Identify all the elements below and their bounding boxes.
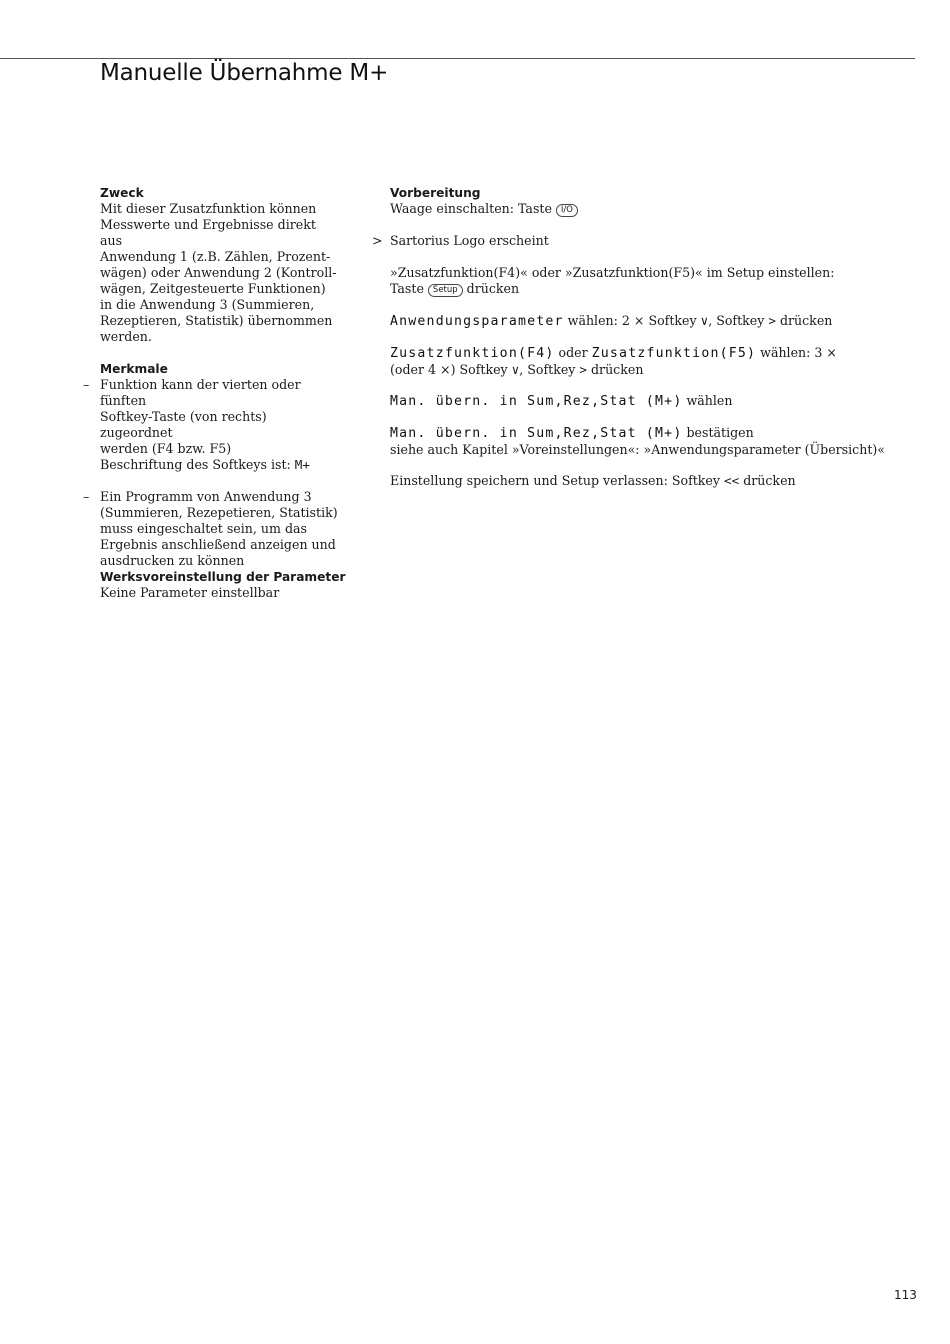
merkmale-line: werden (F4 bzw. F5) [100, 441, 232, 456]
merkmale-line: muss eingeschaltet sein, um das [100, 521, 307, 536]
step-switch-on [390, 185, 910, 217]
merkmale-heading: Merkmale [100, 362, 168, 376]
step-text: Waage einschalten: Taste [390, 201, 556, 216]
step-text: oder [554, 345, 592, 360]
display-code: Zusatzfunktion(F5) [591, 346, 757, 361]
step-save-exit [390, 473, 910, 489]
merkmale-line: Softkey-Taste (von rechts) zugeordnet [100, 409, 267, 440]
setup-key-icon: Setup [428, 284, 463, 297]
step-text: drücken [775, 313, 833, 328]
softkey-right-icon: > [768, 313, 776, 328]
step-text: drücken [586, 362, 644, 377]
werks-heading: Werksvoreinstellung der Parameter [100, 570, 346, 584]
zweck-line: wägen) oder Anwendung 2 (Kontroll- [100, 265, 337, 280]
zweck-line: Rezeptieren, Statistik) übernommen [100, 313, 333, 328]
step-text: , Softkey [708, 313, 769, 328]
merkmale-item-2 [83, 489, 340, 569]
page-title: Manuelle Übernahme M+ [100, 60, 389, 86]
merkmale-line: (Summieren, Rezepetieren, Statistik) [100, 505, 338, 520]
step-text: Einstellung speichern und Setup verlassen: Softkey [390, 473, 725, 488]
page-number: 113 [894, 1288, 917, 1302]
softkey-down-icon: ∨ [511, 362, 520, 377]
dash-marker: – [83, 489, 90, 504]
merkmale-line: Ein Programm von Anwendung 3 [100, 489, 312, 504]
zweck-line: Mit dieser Zusatzfunktion können [100, 201, 317, 216]
step-select-man-uebern [390, 393, 910, 410]
softkey-right-icon: > [579, 362, 587, 377]
zweck-line: in die Anwendung 3 (Summieren, [100, 297, 315, 312]
step-text: drücken [739, 473, 796, 488]
softkey-label-text: Beschriftung des Softkeys ist: [100, 457, 295, 472]
step-confirm-man-uebern [390, 425, 910, 458]
softkey-back-icon: << [724, 473, 740, 488]
merkmale-line: Ergebnis anschließend anzeigen und [100, 537, 336, 552]
display-code: Zusatzfunktion(F4) [390, 346, 555, 361]
merkmale-line: Funktion kann der vierten oder fünften [100, 377, 301, 408]
step-text: (oder 4 ×) Softkey [390, 362, 512, 377]
vorbereitung-heading: Vorbereitung [390, 186, 481, 200]
werks-text: Keine Parameter einstellbar [100, 585, 280, 600]
display-code: Anwendungsparameter [390, 314, 564, 329]
softkey-label-code: M+ [294, 457, 310, 472]
zweck-line: Anwendung 1 (z.B. Zählen, Prozent- [100, 249, 331, 264]
display-code: Man. übern. in Sum,Rez,Stat (M+) [390, 394, 683, 409]
zweck-line: Messwerte und Ergebnisse direkt aus [100, 217, 316, 248]
step-text: wählen: 2 × Softkey [563, 313, 701, 328]
zweck-section [100, 185, 340, 345]
softkey-label-line [100, 457, 340, 473]
step-zusatzfunktion [390, 345, 910, 378]
step-anwendungsparameter [390, 313, 910, 330]
step-text: »Zusatzfunktion(F4)« oder »Zusatzfunktion(F5)« im Setup einstellen: [390, 265, 835, 280]
merkmale-item-1 [83, 377, 340, 473]
step-text: drücken [462, 281, 520, 296]
display-code: Man. übern. in Sum,Rez,Stat (M+) [390, 426, 683, 441]
dash-marker: – [83, 377, 90, 392]
zweck-heading: Zweck [100, 186, 144, 200]
step-text: bestätigen [682, 425, 754, 440]
step-logo [372, 233, 910, 249]
step-text: siehe auch Kapitel »Voreinstellungen«: »Anwendungsparameter (Übersicht)« [390, 442, 886, 457]
werks-section [100, 569, 360, 601]
step-text: Taste [390, 281, 428, 296]
step-text: Sartorius Logo erscheint [390, 233, 549, 248]
zweck-line: wägen, Zeitgesteuerte Funktionen) [100, 281, 326, 296]
merkmale-line: ausdrucken zu können [100, 553, 245, 568]
step-text: wählen: 3 × [756, 345, 837, 360]
top-rule [0, 58, 915, 59]
step-text: wählen [682, 393, 733, 408]
softkey-down-icon: ∨ [700, 313, 709, 328]
power-key-icon: I/O [556, 204, 578, 217]
result-marker: > [372, 233, 383, 248]
merkmale-section [83, 361, 340, 569]
step-text: , Softkey [519, 362, 580, 377]
zweck-line: werden. [100, 329, 152, 344]
step-setup [390, 265, 910, 297]
